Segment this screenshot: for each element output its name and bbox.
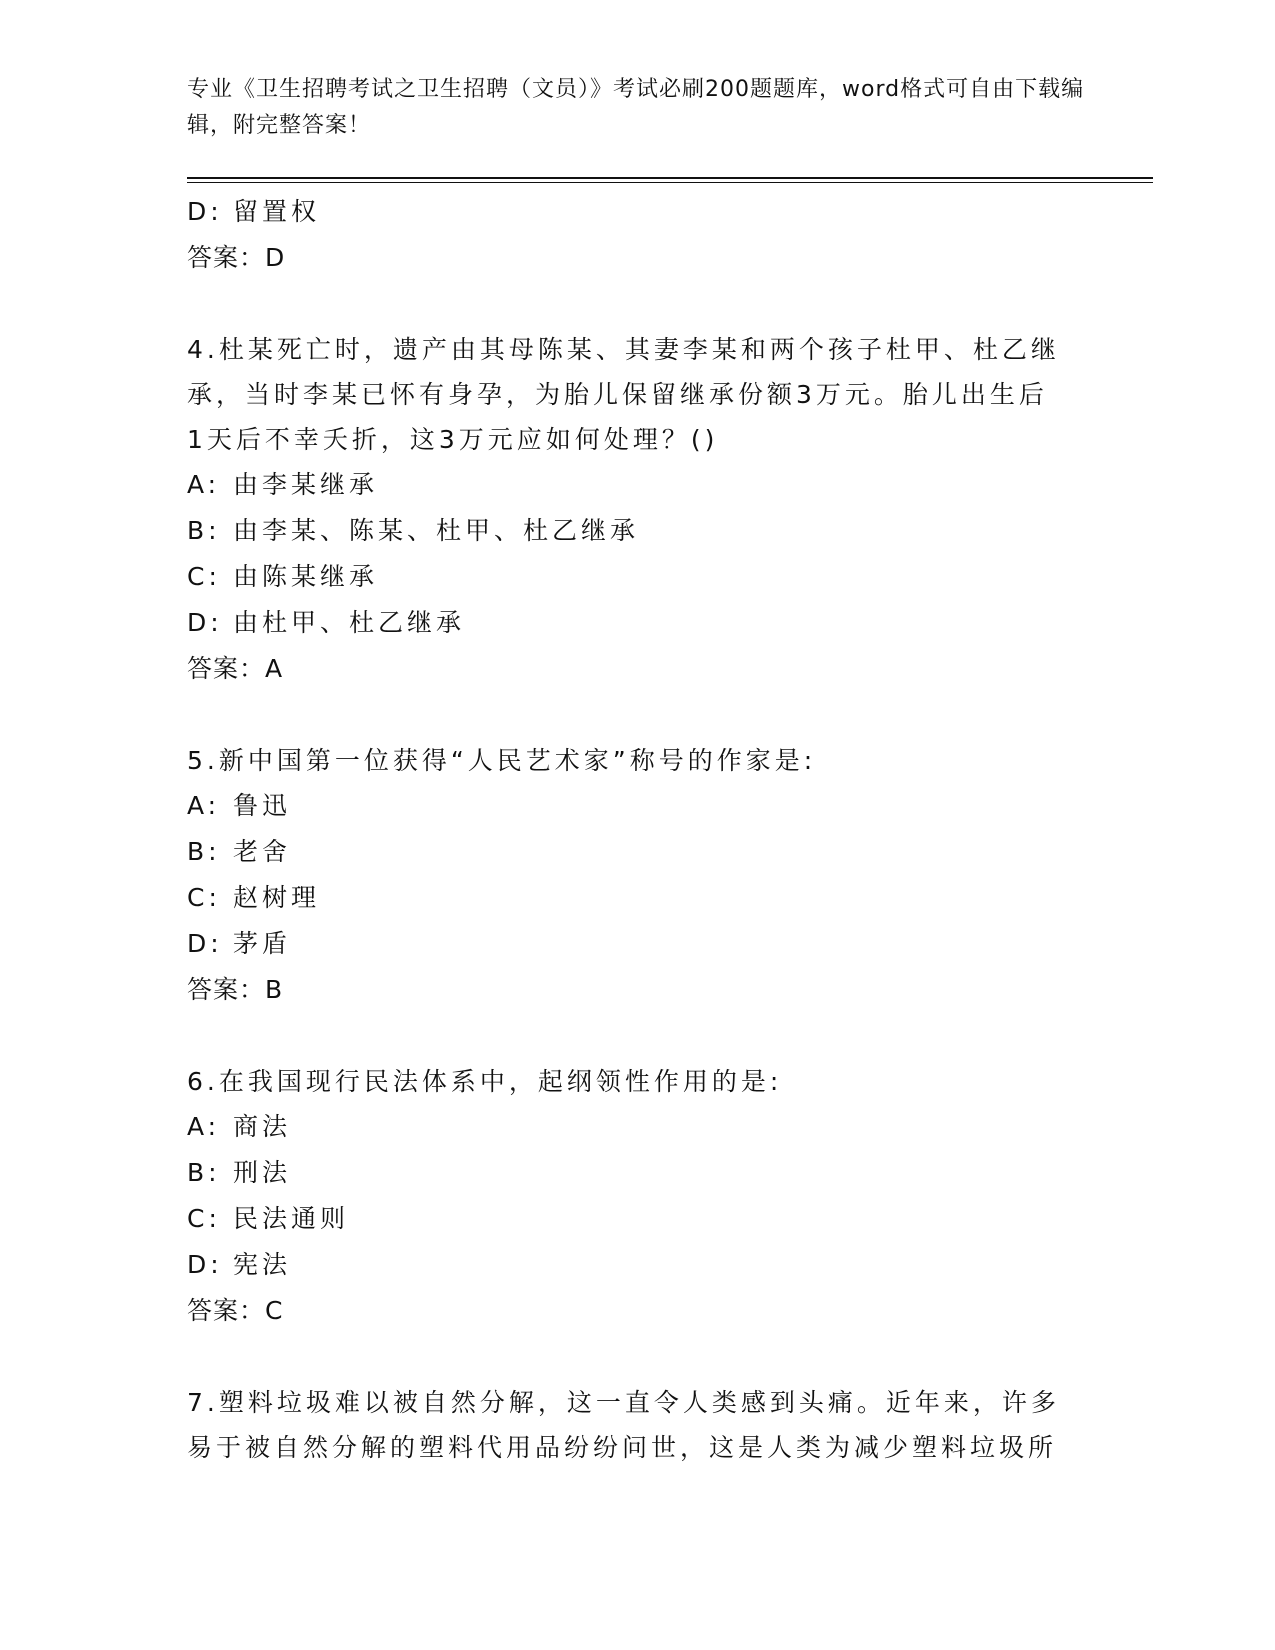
header-divider-thick [187,177,1153,179]
option-key: B: [187,837,221,866]
spacer [187,281,1067,327]
option-b [187,1150,1067,1196]
option-text: 由杜甲、杜乙继承 [233,608,466,637]
option-key: B: [187,516,221,545]
question-stem: 5.新中国第一位获得“人民艺术家”称号的作家是: [187,746,817,775]
answer-line: 答案：C [187,1296,284,1325]
spacer [187,692,1067,738]
question-stem: 7.塑料垃圾难以被自然分解，这一直令人类感到头痛。近年来，许多易于被自然分解的塑料代用品纷纷问世，这是人类为减少塑料垃圾所 [187,1388,1060,1462]
option-c [187,554,1067,600]
option-key: D: [187,1250,223,1279]
question-stem: 4.杜某死亡时，遗产由其母陈某、其妻李某和两个孩子杜甲、杜乙继承，当时李某已怀有身孕，为胎儿保留继承份额3万元。胎儿出生后1天后不幸夭折，这3万元应如何处理？() [187,335,1060,454]
option-d [187,1242,1067,1288]
question-block [187,1059,1067,1334]
question-block [187,738,1067,1013]
option-text: 商法 [233,1112,292,1141]
option-text: 老舍 [233,837,292,866]
option-key: A: [187,791,221,820]
question-block [187,327,1067,692]
question-stem: 6.在我国现行民法体系中，起纲领性作用的是: [187,1067,783,1096]
option-d [187,600,1067,646]
option-key: C: [187,883,221,912]
option-text: 茅盾 [233,929,292,958]
option-text: 赵树理 [233,883,321,912]
document-header: 专业《卫生招聘考试之卫生招聘（文员）》考试必刷200题题库，word格式可自由下载编辑，附完整答案！ [187,77,1085,138]
option-key: D: [187,929,223,958]
option-text: 由李某、陈某、杜甲、杜乙继承 [233,516,640,545]
option-text: 留置权 [233,197,321,226]
option-key: D: [187,608,223,637]
option-text: 宪法 [233,1250,292,1279]
option-c [187,1196,1067,1242]
option-key: A: [187,1112,221,1141]
option-text: 由陈某继承 [233,562,379,591]
option-key: C: [187,1204,221,1233]
option-text: 民法通则 [233,1204,350,1233]
option-a [187,783,1067,829]
option-d [187,921,1067,967]
answer-line: 答案：A [187,654,284,683]
option-b [187,829,1067,875]
answer-line: 答案：D [187,243,286,272]
option-key: D: [187,197,223,226]
header-divider-thin [187,182,1153,183]
option-text: 由李某继承 [233,470,379,499]
option-d [187,189,1067,235]
option-a [187,462,1067,508]
option-key: B: [187,1158,221,1187]
spacer [187,1334,1067,1380]
option-text: 刑法 [233,1158,292,1187]
answer-line: 答案：B [187,975,284,1004]
option-c [187,875,1067,921]
spacer [187,1013,1067,1059]
option-a [187,1104,1067,1150]
option-key: A: [187,470,221,499]
option-text: 鲁迅 [233,791,292,820]
option-key: C: [187,562,221,591]
question-block [187,1380,1067,1470]
document-body [187,189,1067,1470]
option-b [187,508,1067,554]
